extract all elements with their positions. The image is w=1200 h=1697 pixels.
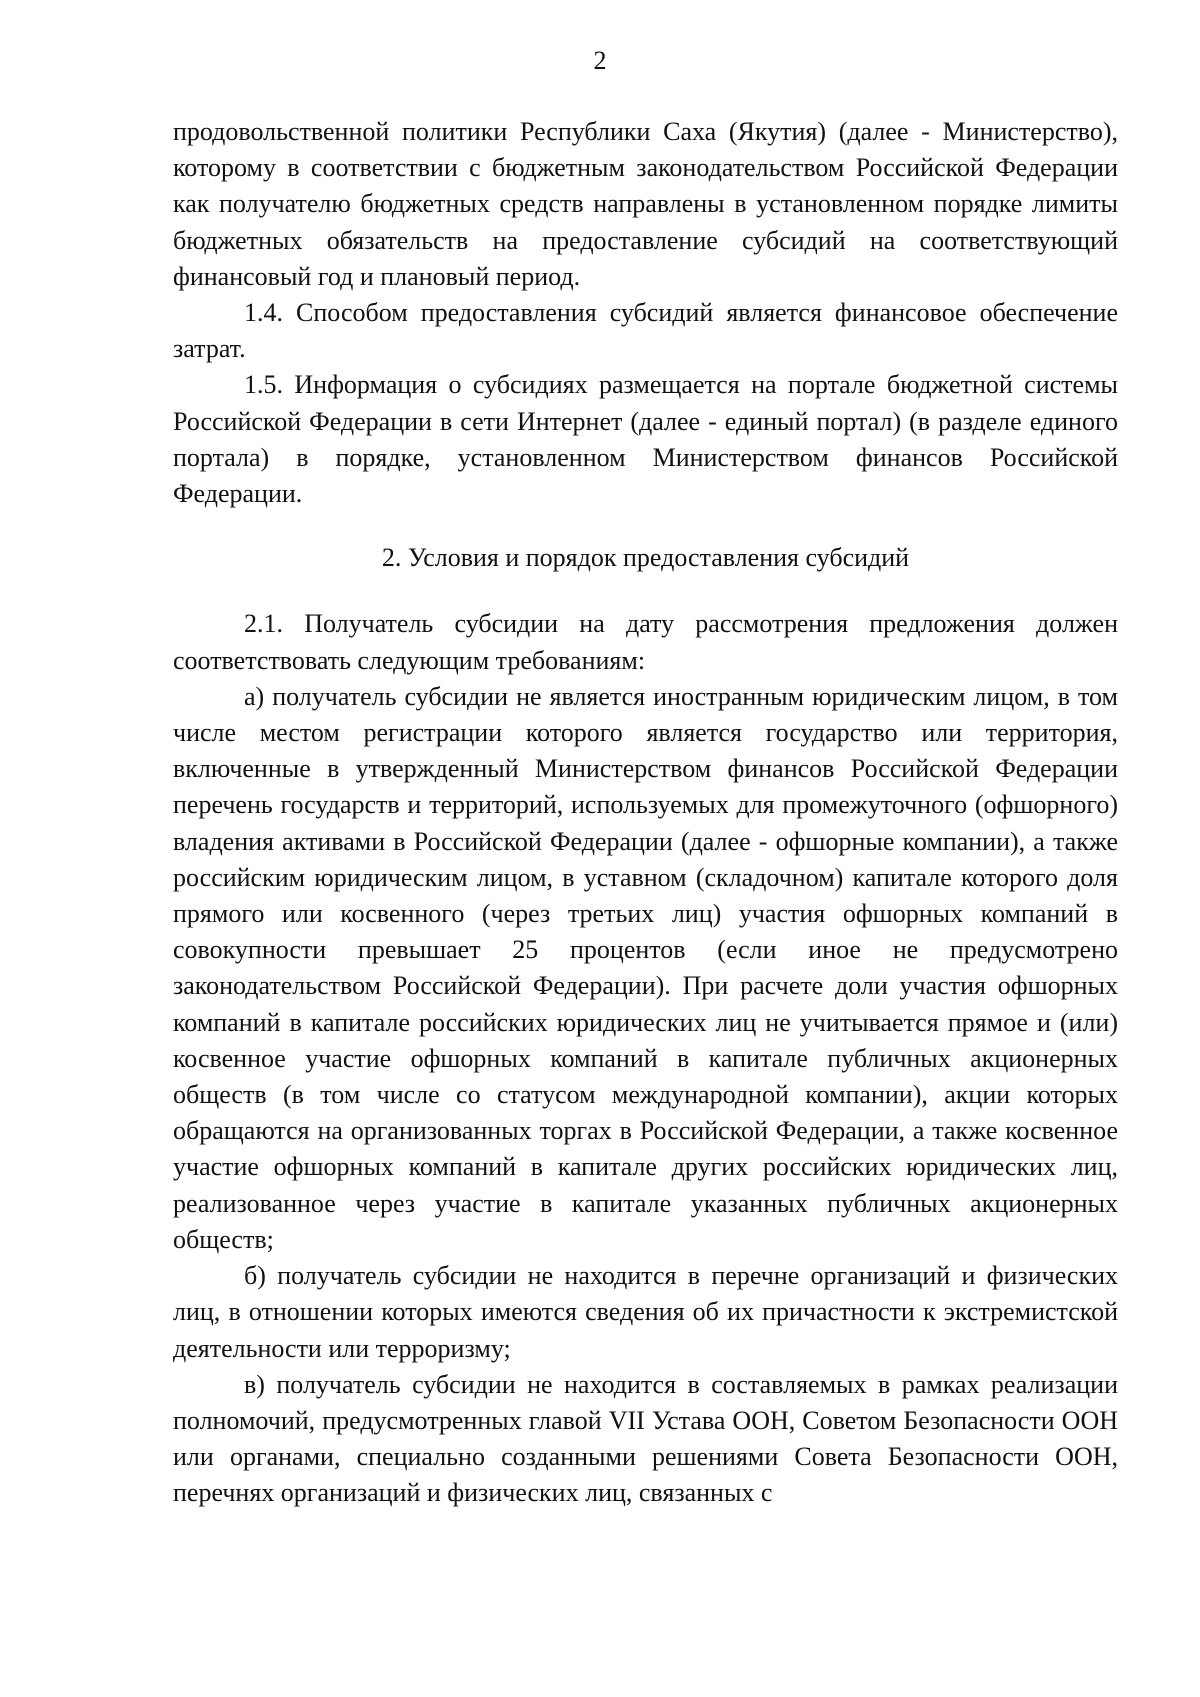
paragraph-item-b: б) получатель субсидии не находится в перечне организаций и физических лиц, в отношении которых имеются сведения об их причастности к экстремистской деятельности или терроризму; [173,1261,1118,1363]
paragraph-1-5: 1.5. Информация о субсидиях размещается на портале бюджетной системы Российской Федерации в сети Интернет (далее - единый портал) (в разделе единого портала) в порядке, установленном Министерством финансов Российской Федерации. [173,370,1118,509]
paragraph-2-1: 2.1. Получатель субсидии на дату рассмотрения предложения должен соответствовать следующим требованиям: [173,609,1118,675]
paragraph-item-v: в) получатель субсидии не находится в составляемых в рамках реализации полномочий, предусмотренных главой VII Устава ООН, Советом Безопасности ООН или органами, специально созданными решениями Совета Безопасности ООН, перечнях организаций и физических лиц, связанных с [173,1369,1118,1508]
page-number: 2 [593,46,607,75]
paragraph-item-a: а) получатель субсидии не является иностранным юридическим лицом, в том числе местом регистрации которого является государство или территория, включенные в утвержденный Министерством финансов Российской Федерации перечень государств и территорий, используемых для промежуточного (офшорного) владения активами в Российской Федерации (далее - офшорные компании), а также российским юридическим лицом, в уставном (складочном) капитале которого доля прямого или косвенного (через третьих лиц) участия офшорных компаний в совокупности превышает 25 процентов (если иное не предусмотрено законодательством Российской Федерации). При расчете доли участия офшорных компаний в капитале российских юридических лиц не учитывается прямое и (или) косвенное участие офшорных компаний в капитале публичных акционерных обществ (в том числе со статусом международной компании), акции которых обращаются на организованных торгах в Российской Федерации, а также косвенное участие офшорных компаний в капитале других российских юридических лиц, реализованное через участие в капитале указанных публичных акционерных обществ; [173,681,1118,1254]
paragraph-continuation: продовольственной политики Республики Саха (Якутия) (далее - Министерство), которому в соответствии с бюджетным законодательством Российской Федерации как получателю бюджетных средств направлены в установленном порядке лимиты бюджетных обязательств на предоставление субсидий на соответствующий финансовый год и плановый период. [173,117,1118,291]
paragraph-1-4: 1.4. Способом предоставления субсидий является финансовое обеспечение затрат. [173,298,1118,364]
document-body [173,114,1118,1512]
section-heading: 2. Условия и порядок предоставления субсидий [381,543,910,573]
